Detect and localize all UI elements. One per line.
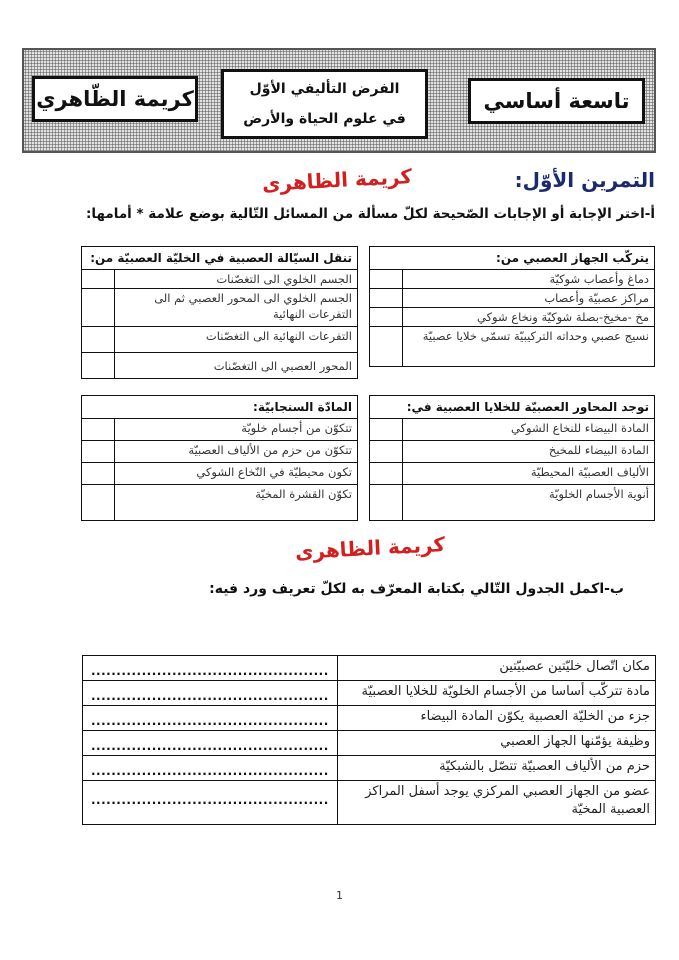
answer-checkbox[interactable]	[82, 419, 115, 441]
answer-checkbox[interactable]	[82, 270, 115, 289]
option-row	[82, 270, 358, 289]
answer-field[interactable]: ...............................................	[83, 681, 338, 706]
option-text: تكوّن القشرة المخيّة	[115, 485, 358, 521]
answer-field[interactable]: ...............................................	[83, 706, 338, 731]
option-row	[370, 289, 655, 308]
option-text: الجسم الخلوي الى التغصّنات	[115, 270, 358, 289]
option-row	[82, 327, 358, 353]
question-header: تنقل السيّالة العصبية في الخليّة العصبيّة من:	[82, 247, 358, 270]
option-row	[370, 441, 655, 463]
grade-box	[468, 78, 645, 124]
option-row	[370, 463, 655, 485]
answer-field[interactable]: ...............................................	[83, 731, 338, 756]
teacher-name: كريمة الظّاهري	[36, 87, 194, 111]
option-row	[82, 289, 358, 327]
option-text: التفرعات النهائية الى التغصّنات	[115, 327, 358, 353]
answer-checkbox[interactable]	[370, 419, 403, 441]
answer-field[interactable]: ...............................................	[83, 656, 338, 681]
definition-text: حزم من الألياف العصبيّة تتصّل بالشبكيّة	[337, 756, 655, 781]
question-table-nervous-system	[369, 246, 655, 367]
answer-checkbox[interactable]	[370, 463, 403, 485]
option-text: تتكوّن من أجسام خلويّة	[115, 419, 358, 441]
answer-checkbox[interactable]	[370, 485, 403, 521]
definition-row	[83, 681, 656, 706]
answer-checkbox[interactable]	[82, 353, 115, 379]
answer-field[interactable]: ...............................................	[83, 781, 338, 825]
exam-title-line1: الفرض التأليفي الأوّل	[249, 81, 400, 97]
definition-row	[83, 656, 656, 681]
option-row	[82, 441, 358, 463]
answer-checkbox[interactable]	[82, 327, 115, 353]
exercise-title: التمرين الأوّل:	[514, 168, 655, 192]
option-row	[82, 485, 358, 521]
option-text: المادة البيضاء للمخيخ	[403, 441, 655, 463]
answer-checkbox[interactable]	[82, 441, 115, 463]
definition-row	[83, 731, 656, 756]
question-header: المادّة السنجابيّة:	[82, 396, 358, 419]
option-row	[370, 308, 655, 327]
instruction-b: ب-اكمل الجدول التّالي بكتابة المعرّف به لكلّ تعريف ورد فيه:	[209, 581, 624, 597]
definition-row	[83, 781, 656, 825]
answer-checkbox[interactable]	[370, 327, 403, 367]
option-text: المادة البيضاء للنخاع الشوكي	[403, 419, 655, 441]
answer-checkbox[interactable]	[370, 308, 403, 327]
grade-label: تاسعة أساسي	[483, 89, 630, 113]
answer-checkbox[interactable]	[82, 463, 115, 485]
page-number: 1	[336, 889, 343, 902]
answer-checkbox[interactable]	[82, 289, 115, 327]
question-table-axons	[369, 395, 655, 521]
definition-text: جزء من الخليّة العصبية يكوّن المادة البيضاء	[337, 706, 655, 731]
option-row	[370, 419, 655, 441]
option-row	[370, 485, 655, 521]
question-header: يتركّب الجهاز العصبي من:	[370, 247, 655, 270]
question-header: توجد المحاور العصبيّة للخلايا العصبية في:	[370, 396, 655, 419]
option-text: الألياف العصبيّة المحيطيّة	[403, 463, 655, 485]
option-text: أنوية الأجسام الخلويّة	[403, 485, 655, 521]
option-row	[370, 270, 655, 289]
definition-text: وظيفة يؤمّنها الجهاز العصبي	[337, 731, 655, 756]
exam-title-box	[221, 69, 428, 139]
option-text: نسيج عصبي وحداته التركيبيّة تسمّى خلايا عصبيّة	[403, 327, 655, 367]
option-text: مراكز عصبيّة وأعصاب	[403, 289, 655, 308]
option-row	[370, 327, 655, 367]
exam-title-line2: في علوم الحياة والأرض	[243, 111, 406, 127]
option-text: الجسم الخلوي الى المحور العصبي ثم الى التفرعات النهائية	[115, 289, 358, 327]
instruction-a: أ-اختر الإجابة أو الإجابات الصّحيحة لكلّ مسألة من المسائل التّالية بوضع علامة * أمامها:	[86, 206, 655, 222]
answer-checkbox[interactable]	[370, 270, 403, 289]
option-row	[82, 353, 358, 379]
option-row	[82, 419, 358, 441]
definition-text: عضو من الجهاز العصبي المركزي يوجد أسفل المراكز العصبية المخيّة	[337, 781, 655, 825]
question-table-grey-matter	[81, 395, 358, 521]
definition-row	[83, 706, 656, 731]
definition-text: مادة تتركّب أساسا من الأجسام الخلويّة للخلايا العصبيّة	[337, 681, 655, 706]
option-text: تكون محيطيّة في النّخاع الشوكي	[115, 463, 358, 485]
option-text: دماغ وأعصاب شوكيّة	[403, 270, 655, 289]
option-text: مخ -مخيخ-بصلة شوكيّة ونخاع شوكي	[403, 308, 655, 327]
definition-row	[83, 756, 656, 781]
question-table-nerve-impulse	[81, 246, 358, 379]
watermark-name: كريمة الظاهرى	[261, 164, 413, 196]
definition-text: مكان اتّصال خليّتين عصبيّتين	[337, 656, 655, 681]
watermark-name: كريمة الظاهرى	[294, 532, 446, 564]
teacher-name-box	[32, 76, 198, 122]
header-band	[22, 48, 656, 153]
answer-checkbox[interactable]	[370, 289, 403, 308]
definitions-table	[82, 655, 656, 825]
answer-field[interactable]: ...............................................	[83, 756, 338, 781]
answer-checkbox[interactable]	[82, 485, 115, 521]
option-text: المحور العصبي الى التغصّنات	[115, 353, 358, 379]
option-text: تتكوّن من حزم من الألياف العصبيّة	[115, 441, 358, 463]
answer-checkbox[interactable]	[370, 441, 403, 463]
option-row	[82, 463, 358, 485]
